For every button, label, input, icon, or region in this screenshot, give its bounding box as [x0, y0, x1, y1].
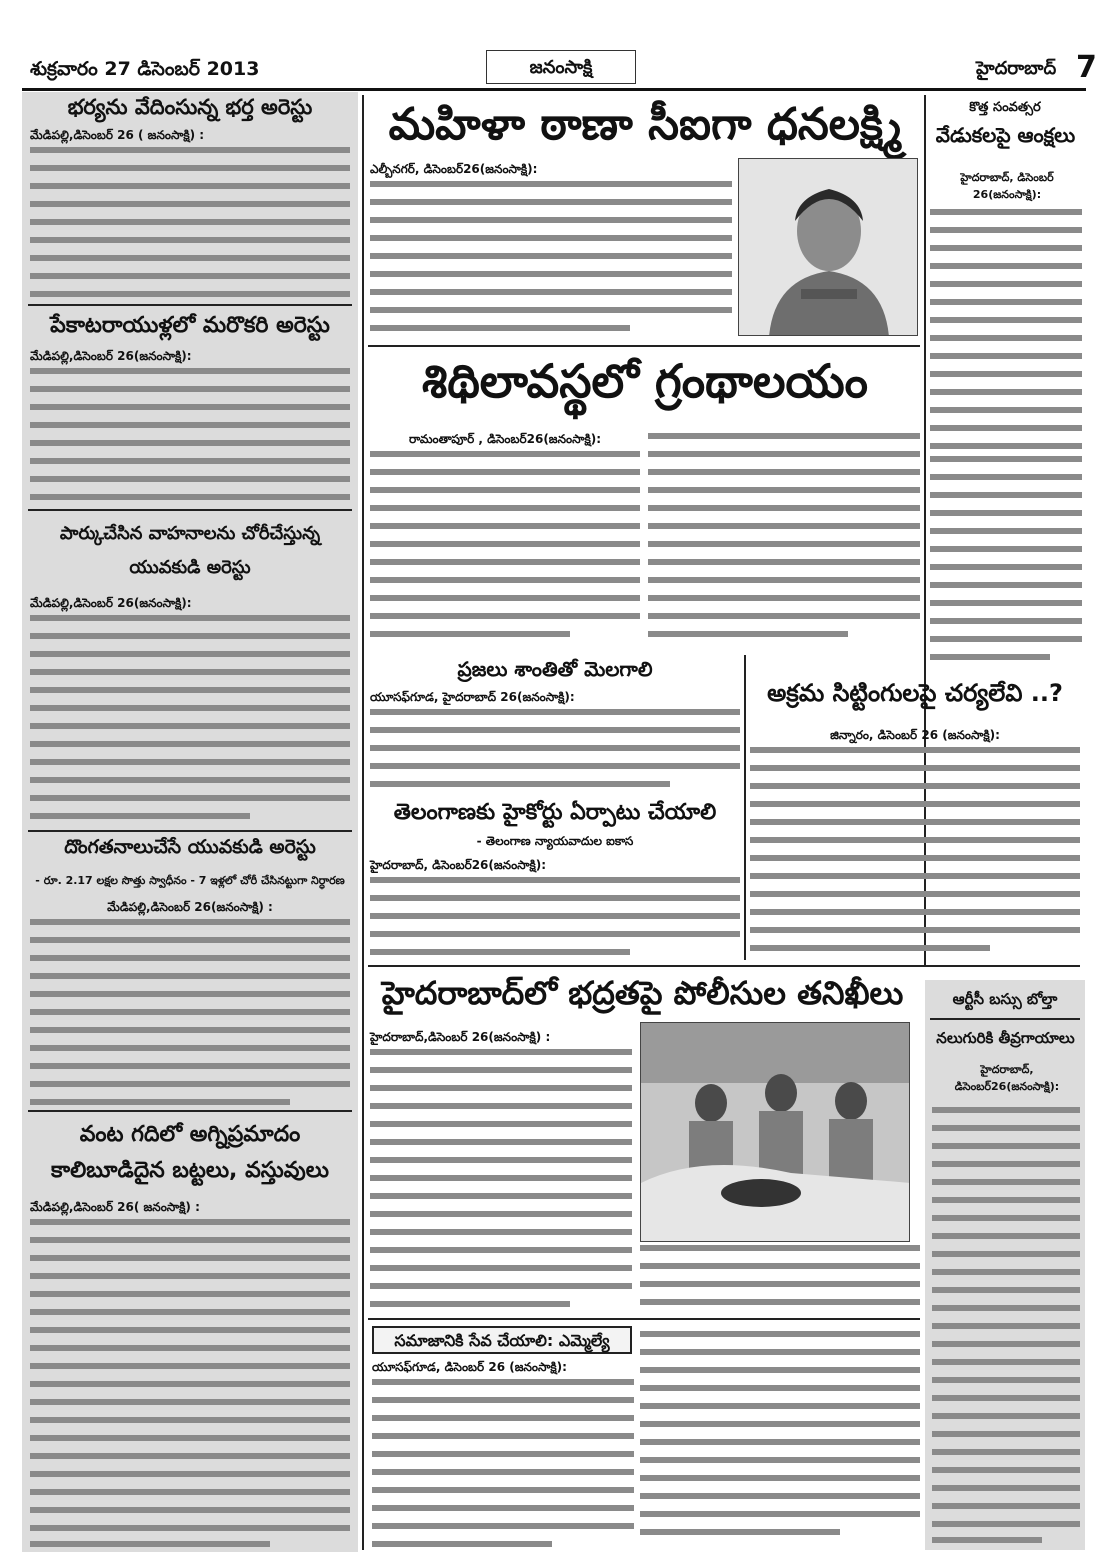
center-story-2-text-lines-a [370, 450, 640, 650]
left-story-2-text-lines [30, 367, 350, 507]
center-story-1-headline: మహిళా ఠాణా సీఐగా ధనలక్ష్మి [388, 99, 902, 150]
center-story-2-body-col2 [648, 432, 920, 650]
right-story-2-dateline: హైదరాబాద్, డిసెంబర్26(జనంసాక్షి): [954, 1063, 1060, 1093]
left-story-4-text-lines [30, 918, 350, 1106]
center-story-1-body [370, 180, 732, 338]
masthead-logo [486, 50, 636, 84]
left-story-3-headline: పార్కుచేసిన వాహనాలను చోరీచేస్తున్న యువకుడి అరెస్టు [59, 523, 321, 579]
masthead-city: హైదరాబాద్ [976, 58, 1057, 79]
logo-text: జనంసాక్షి [529, 57, 593, 78]
center-story-7-dateline: యూసఫ్‌గూడ, డిసెంబర్ 26 (జనంసాక్షి): [372, 1360, 567, 1374]
center-story-5-dateline: జిన్నారం, డిసెంబర్ 26 (జనంసాక్షి): [830, 728, 1000, 742]
page-number: 7 [1076, 50, 1097, 85]
center-story-4-headline: తెలంగాణకు హైకోర్టు ఏర్పాటు చేయాలి [393, 800, 717, 825]
woman-portrait-image [739, 159, 918, 336]
left-story-5-headline: వంట గదిలో అగ్నిప్రమాదం కాలిబూడిదైన బట్టలు, వస్తువులు [51, 1122, 329, 1184]
masthead-date: శుక్రవారం 27 డిసెంబర్ 2013 [30, 58, 260, 80]
left-story-2-headline: పేకాటరాయుళ్లలో మరొకరి అరెస్టు [50, 313, 330, 338]
center-divider-2 [368, 965, 1080, 967]
right-story-1-body-b [930, 455, 1082, 670]
left-story-4-subhead: - రూ. 2.17 లక్షల సొత్తు స్వాధీనం - 7 ఇళ్లలో చోరీ చేసినట్టుగా నిర్ధారణ [35, 874, 345, 887]
center-story-1-dateline: ఎల్బీనగర్, డిసెంబర్26(జనంసాక్షి): [370, 162, 538, 176]
left-story-1-dateline: మేడిపల్లి,డిసెంబర్ 26 ( జనంసాక్షి) : [30, 128, 205, 142]
right-story-1-text-lines-a [930, 208, 1082, 453]
right-story-2-body [932, 1106, 1080, 1546]
center-story-7-headline: సమాజానికి సేవ చేయాలి: ఎమ్మెల్యే [372, 1326, 632, 1354]
masthead-rule [22, 88, 1086, 91]
center-story-5-body [750, 746, 1080, 958]
center-story-6-text-lines-a [370, 1048, 632, 1310]
center-inner-rule [744, 655, 746, 960]
right-story-1-headline: వేడుకలపై ఆంక్షలు [935, 123, 1076, 147]
left-story-3-body [30, 614, 350, 824]
left-story-4-body [30, 918, 350, 1106]
center-divider-3 [368, 1318, 920, 1320]
right-story-2-kicker: ఆర్టీసీ బస్సు బోల్తా [952, 990, 1058, 1008]
center-story-7-body-col1 [372, 1378, 634, 1550]
center-divider-1 [368, 345, 920, 347]
left-divider-2 [28, 509, 352, 511]
police-inspection-image [641, 1023, 910, 1242]
right-story-2-rule [930, 1018, 1080, 1020]
left-story-5-body [30, 1218, 350, 1548]
left-divider-4 [28, 1110, 352, 1112]
center-story-3-headline: ప్రజలు శాంతితో మెలగాలి [457, 657, 653, 681]
left-story-2-body [30, 367, 350, 507]
center-story-6-text-lines-b [640, 1244, 920, 1314]
center-story-4-body [370, 876, 740, 956]
left-story-1-body [30, 146, 350, 304]
left-story-4-headline: దొంగతనాలుచేసే యువకుడి అరెస్టు [64, 836, 316, 858]
right-story-1-body-a [930, 208, 1082, 453]
center-story-6-body-col2 [640, 1244, 920, 1314]
center-story-1-text-lines [370, 180, 732, 338]
center-story-7-body-col2 [640, 1330, 920, 1550]
center-story-5-text-lines [750, 746, 1080, 958]
left-story-1-text-lines [30, 146, 350, 304]
center-story-4-text-lines [370, 876, 740, 956]
center-story-7-text-lines-b [640, 1330, 920, 1550]
left-story-2-dateline: మేడిపల్లి,డిసెంబర్ 26(జనంసాక్షి): [30, 349, 192, 363]
center-story-6-dateline: హైదరాబాద్,డిసెంబర్ 26(జనంసాక్షి) : [370, 1030, 551, 1044]
center-story-2-text-lines-b [648, 432, 920, 650]
right-story-2-text-lines [932, 1106, 1080, 1546]
right-story-1-text-lines-b [930, 455, 1082, 670]
center-story-6-body-col1 [370, 1048, 632, 1310]
center-story-5-headline: అక్రమ సిట్టింగులపై చర్యలేవి ..? [767, 679, 1063, 707]
right-story-2-headline: నలుగురికి తీవ్రగాయాలు [936, 1029, 1075, 1047]
center-story-4-subhead: - తెలంగాణ న్యాయవాదుల ఐకాస [476, 834, 634, 848]
center-story-4-dateline: హైదరాబాద్, డిసెంబర్26(జనంసాక్షి): [370, 858, 547, 872]
center-story-7-text-lines-a [372, 1378, 634, 1550]
center-story-2-body-col1 [370, 450, 640, 650]
left-story-5-text-lines [30, 1218, 350, 1548]
left-story-5-dateline: మేడిపల్లి,డిసెంబర్ 26( జనంసాక్షి) : [30, 1200, 200, 1214]
left-divider-1 [28, 304, 352, 306]
left-story-3-text-lines [30, 614, 350, 824]
center-story-2-dateline: రామంతాపూర్ , డిసెంబర్26(జనంసాక్షి): [408, 432, 602, 446]
photo-dhanalakshmi [738, 158, 918, 336]
center-story-3-text-lines [370, 708, 740, 798]
center-story-3-body [370, 708, 740, 798]
photo-police-inspection [640, 1022, 910, 1242]
left-story-4-dateline: మేడిపల్లి,డిసెంబర్ 26(జనంసాక్షి) : [107, 900, 273, 914]
left-story-1-headline: భర్యను వేదింసున్న భర్త అరెస్టు [67, 95, 313, 119]
center-story-2-headline: శిథిలావస్థలో గ్రంథాలయం [422, 354, 868, 408]
left-story-3-dateline: మేడిపల్లి,డిసెంబర్ 26(జనంసాక్షి): [30, 596, 192, 610]
left-divider-3 [28, 830, 352, 832]
column-rule-left [362, 95, 364, 1550]
right-story-1-dateline: హైదరాబాద్, డిసెంబర్ 26(జనంసాక్షి): [960, 171, 1054, 201]
center-story-6-headline: హైదరాబాద్‌లో భద్రతపై పోలీసుల తనిఖీలు [381, 974, 904, 1012]
right-story-1-kicker: కొత్త సంవత్సర [969, 100, 1041, 115]
center-story-3-dateline: యూసఫ్‌గూడ, హైదరాబాద్ 26(జనంసాక్షి): [370, 690, 575, 704]
